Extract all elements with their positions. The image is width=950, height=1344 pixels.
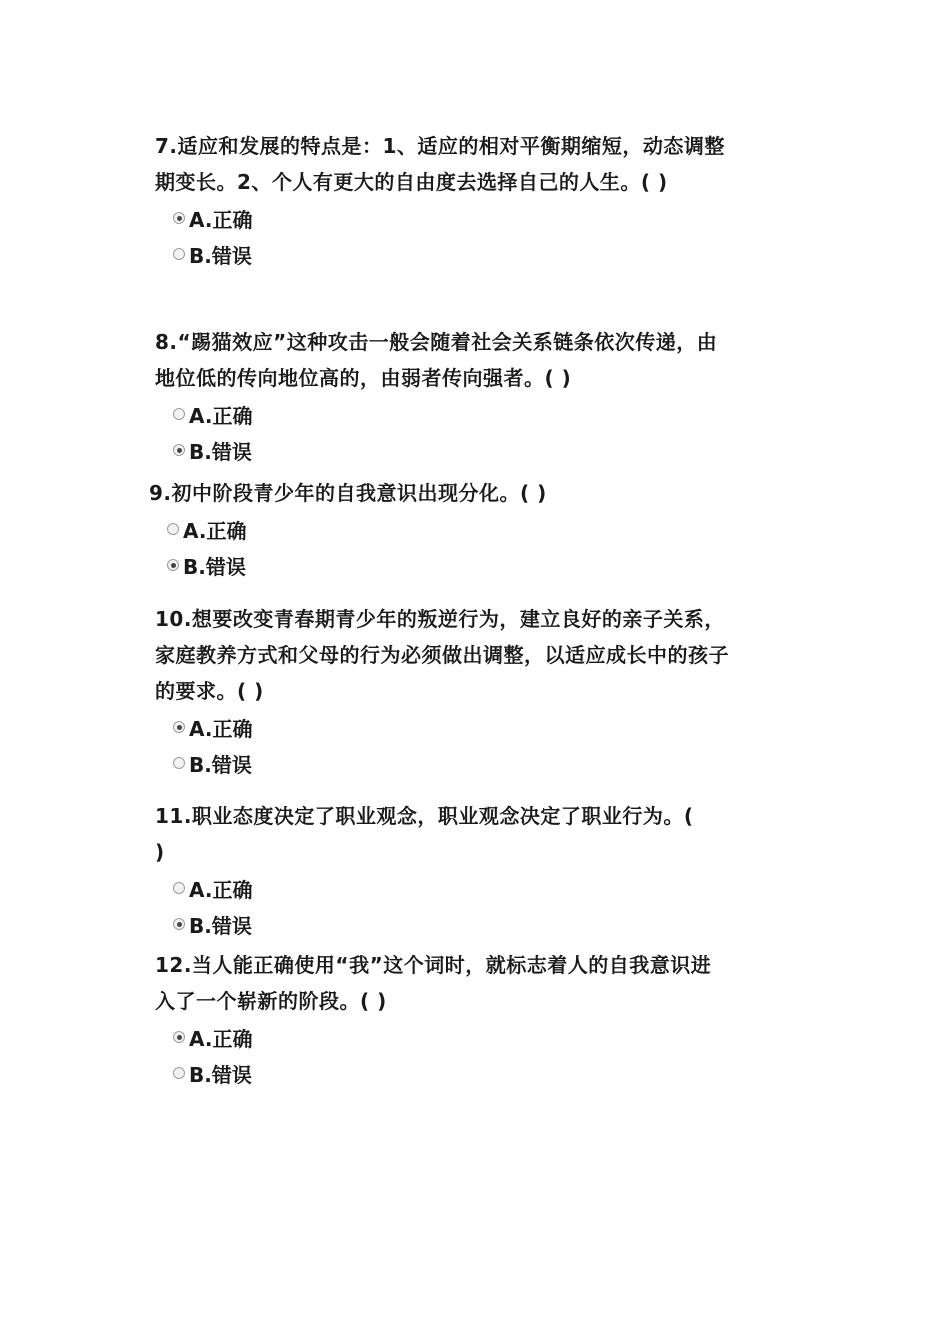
option-label: B.错误 bbox=[189, 1062, 252, 1087]
radio-button[interactable] bbox=[167, 523, 179, 535]
option-label: B.错误 bbox=[189, 243, 252, 268]
question-9 bbox=[149, 475, 729, 583]
option-a[interactable] bbox=[173, 870, 695, 906]
option-label: A.正确 bbox=[189, 207, 253, 232]
option-b[interactable] bbox=[173, 906, 695, 942]
question-text: 8.“踢猫效应”这种攻击一般会随着社会关系链条依次传递，由地位低的传向地位高的，由弱者传向强者。( ) bbox=[155, 330, 718, 390]
radio-button[interactable] bbox=[167, 559, 179, 571]
option-b[interactable] bbox=[173, 432, 730, 468]
option-label: A.正确 bbox=[189, 1026, 253, 1051]
radio-button[interactable] bbox=[173, 757, 185, 769]
option-b[interactable] bbox=[167, 547, 729, 583]
option-label: B.错误 bbox=[189, 752, 252, 777]
option-a[interactable] bbox=[173, 396, 730, 432]
option-a[interactable] bbox=[173, 709, 730, 745]
question-11 bbox=[155, 798, 695, 942]
radio-button[interactable] bbox=[173, 408, 185, 420]
question-text: 7.适应和发展的特点是：1、适应的相对平衡期缩短，动态调整期变长。2、个人有更大的自由度去选择自己的人生。( ) bbox=[155, 134, 725, 194]
radio-button[interactable] bbox=[173, 1031, 185, 1043]
option-label: B.错误 bbox=[183, 554, 246, 579]
option-a[interactable] bbox=[167, 511, 729, 547]
option-b[interactable] bbox=[173, 1055, 725, 1091]
question-10 bbox=[155, 601, 730, 781]
question-text: 12.当人能正确使用“我”这个词时，就标志着人的自我意识进入了一个崭新的阶段。( ) bbox=[155, 953, 712, 1013]
option-label: A.正确 bbox=[183, 518, 247, 543]
option-label: A.正确 bbox=[189, 403, 253, 428]
question-8 bbox=[155, 324, 730, 468]
option-a[interactable] bbox=[173, 200, 725, 236]
radio-button[interactable] bbox=[173, 918, 185, 930]
option-label: A.正确 bbox=[189, 716, 253, 741]
question-text: 9.初中阶段青少年的自我意识出现分化。( ) bbox=[149, 481, 547, 505]
radio-button[interactable] bbox=[173, 882, 185, 894]
radio-button[interactable] bbox=[173, 444, 185, 456]
option-label: A.正确 bbox=[189, 877, 253, 902]
question-7 bbox=[155, 128, 725, 272]
question-text: 11.职业态度决定了职业观念，职业观念决定了职业行为。( ) bbox=[155, 804, 694, 864]
option-label: B.错误 bbox=[189, 439, 252, 464]
radio-button[interactable] bbox=[173, 1067, 185, 1079]
radio-button[interactable] bbox=[173, 248, 185, 260]
option-b[interactable] bbox=[173, 236, 725, 272]
option-a[interactable] bbox=[173, 1019, 725, 1055]
radio-button[interactable] bbox=[173, 721, 185, 733]
question-text: 10.想要改变青春期青少年的叛逆行为，建立良好的亲子关系，家庭教养方式和父母的行为必须做出调整，以适应成长中的孩子的要求。( ) bbox=[155, 607, 729, 703]
question-12 bbox=[155, 947, 725, 1091]
option-b[interactable] bbox=[173, 745, 730, 781]
radio-button[interactable] bbox=[173, 212, 185, 224]
option-label: B.错误 bbox=[189, 913, 252, 938]
